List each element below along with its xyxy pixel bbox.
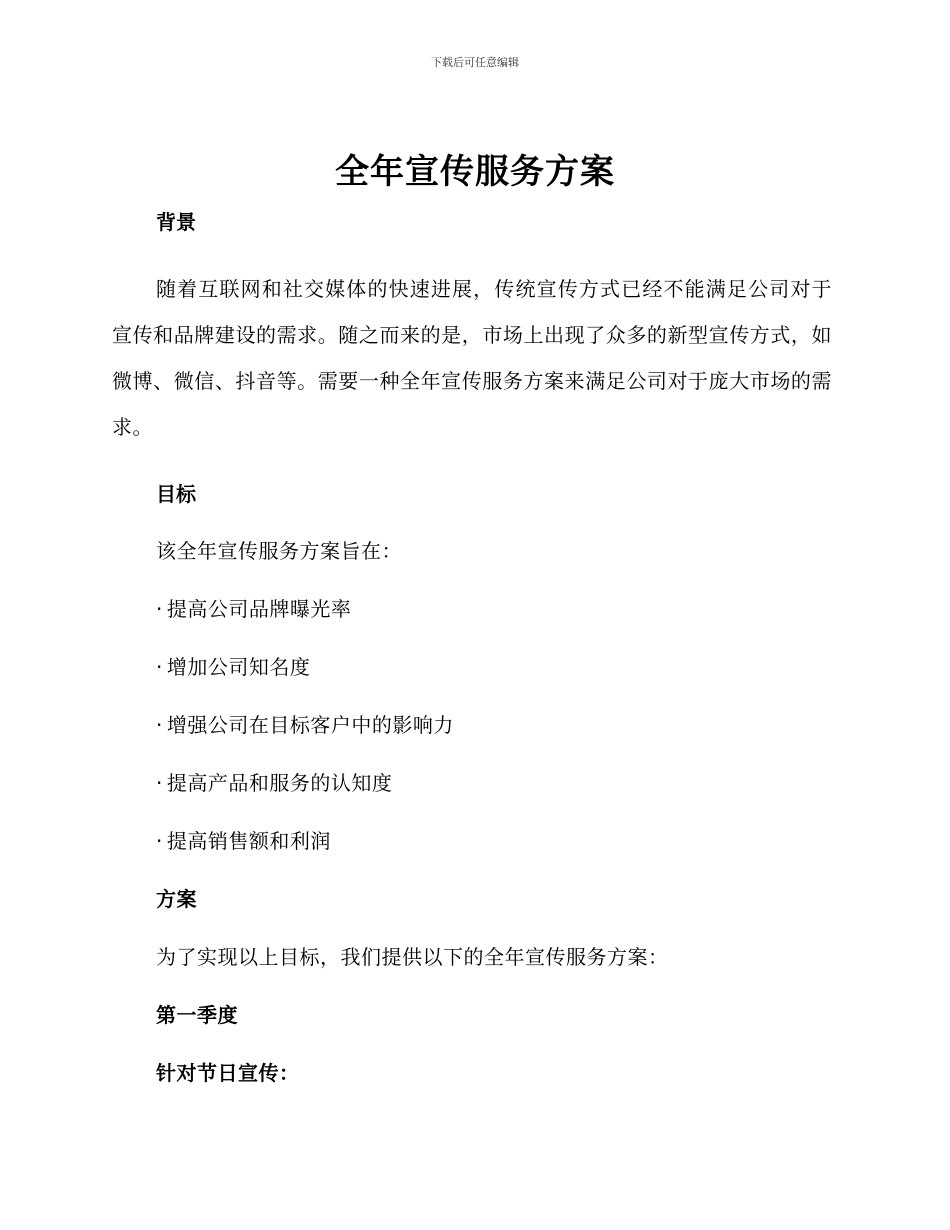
goal-item	[112, 754, 832, 812]
bullet-icon: ·	[156, 655, 163, 679]
goal-item	[112, 812, 832, 870]
plan-intro: 为了实现以上目标，我们提供以下的全年宣传服务方案：	[156, 945, 669, 969]
section-heading-goals: 目标	[156, 482, 196, 506]
section-heading-background: 背景	[156, 210, 196, 234]
background-paragraph: 随着互联网和社交媒体的快速进展，传统宣传方式已经不能满足公司对于宣传和品牌建设的需求。随之而来的是，市场上出现了众多的新型宣传方式，如微博、微信、抖音等。需要一种全年宣传服务方案来满足公司对于庞大市场的需求。	[112, 277, 832, 439]
document-body	[112, 200, 832, 1102]
document-title: 全年宣传服务方案	[335, 152, 615, 192]
goal-item-text: 增加公司知名度	[166, 655, 311, 679]
q1-heading: 第一季度	[156, 1003, 238, 1027]
bullet-icon: ·	[156, 713, 163, 737]
goals-intro: 该全年宣传服务方案旨在：	[156, 539, 402, 563]
header-note: 下载后可任意编辑	[431, 56, 519, 69]
goal-item	[112, 580, 832, 638]
bullet-icon: ·	[156, 597, 163, 621]
goal-item-text: 提高产品和服务的认知度	[166, 771, 393, 795]
goal-item	[112, 638, 832, 696]
goal-item	[112, 696, 832, 754]
holiday-heading: 针对节日宣传：	[156, 1061, 300, 1085]
goal-item-text: 增强公司在目标客户中的影响力	[166, 713, 454, 737]
section-heading-plan: 方案	[156, 887, 197, 911]
goal-item-text: 提高销售额和利润	[166, 829, 331, 853]
bullet-icon: ·	[156, 829, 163, 853]
goal-item-text: 提高公司品牌曝光率	[166, 597, 352, 621]
bullet-icon: ·	[156, 771, 163, 795]
